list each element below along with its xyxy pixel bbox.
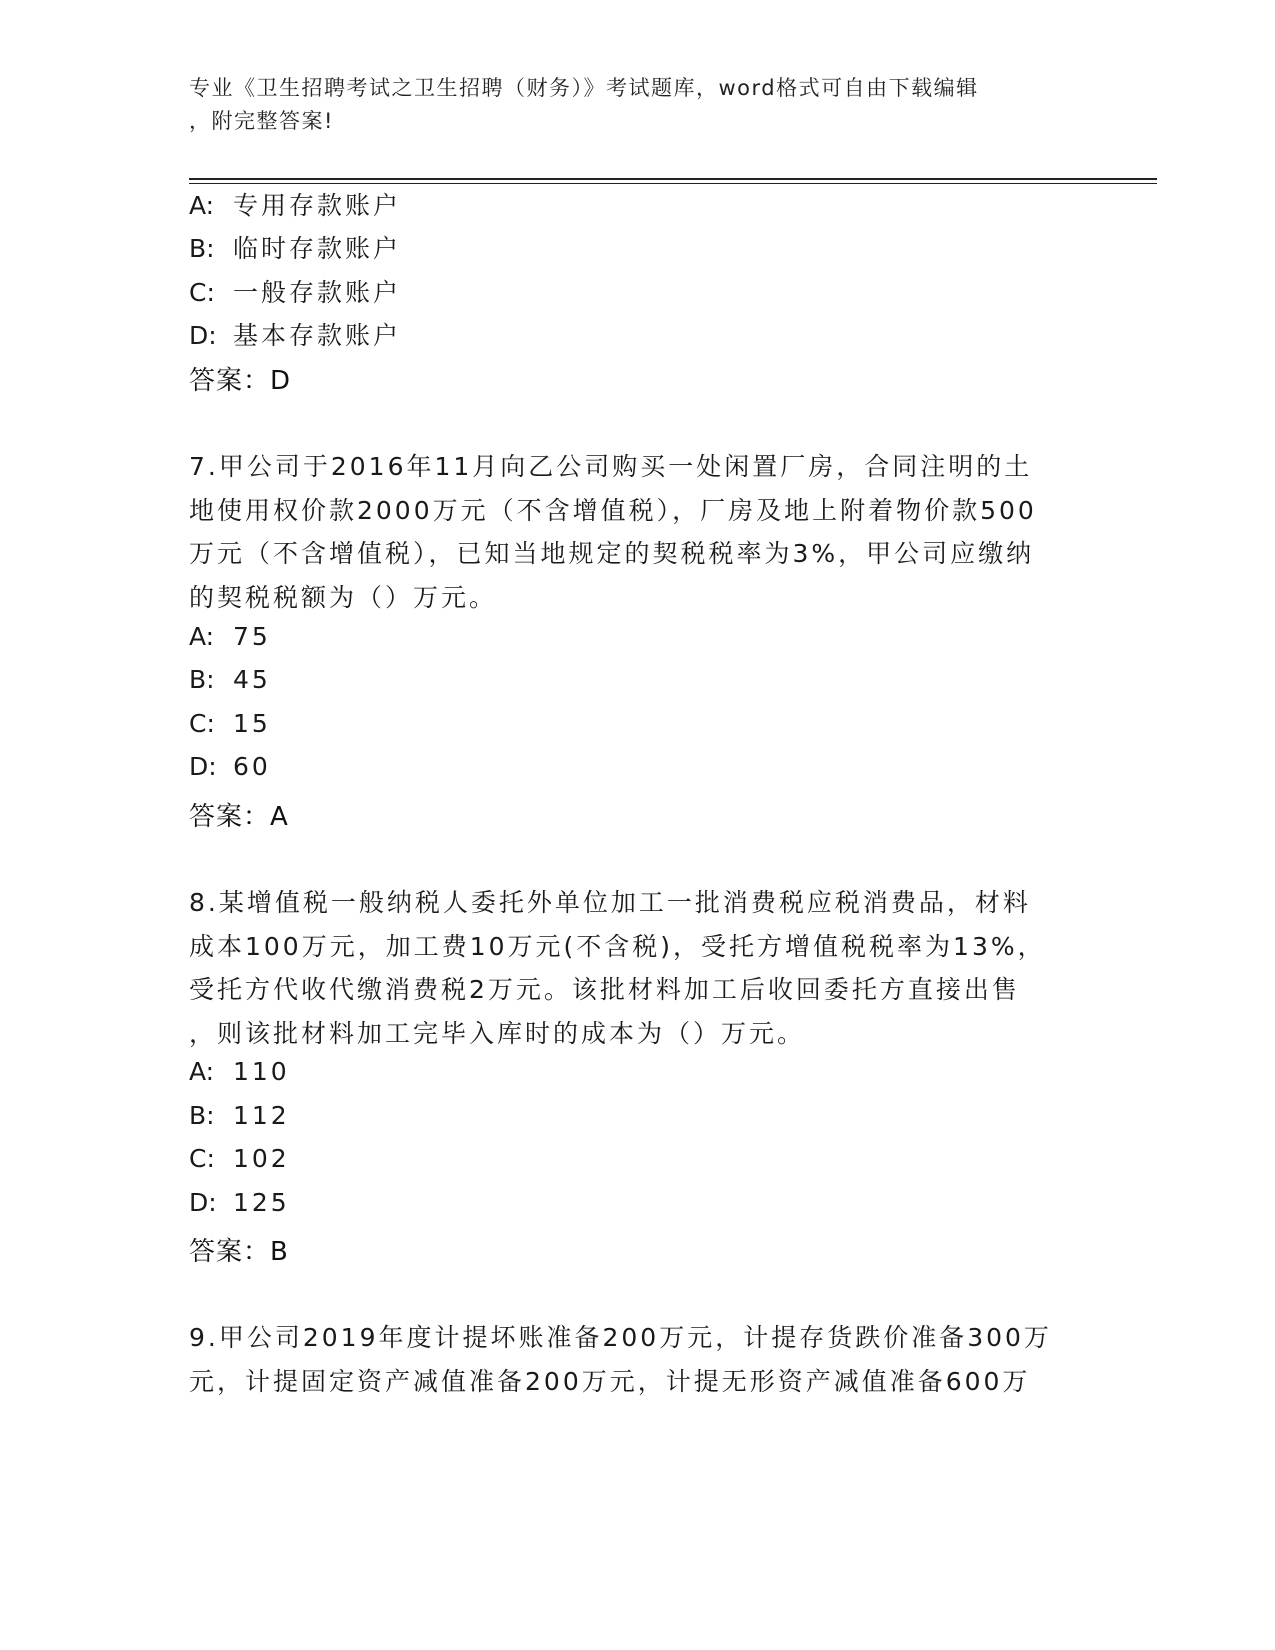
q7-text-line-1: 7.甲公司于2016年11月向乙公司购买一处闲置厂房，合同注明的土 xyxy=(189,452,1033,481)
q8-option-d-text: 125 xyxy=(233,1188,290,1217)
q6-option-d xyxy=(189,316,401,352)
q6-option-d-letter: D: xyxy=(189,321,217,350)
q8-option-c xyxy=(189,1144,290,1173)
q7-option-b-letter: B: xyxy=(189,665,215,694)
q6-option-a-text: 专用存款账户 xyxy=(233,191,402,220)
q7-option-d-text: 60 xyxy=(233,752,271,781)
q8-option-a-text: 110 xyxy=(233,1057,290,1086)
header-divider-thin xyxy=(189,183,1157,184)
q7-option-c-letter: C: xyxy=(189,709,215,738)
q9-text-line-1: 9.甲公司2019年度计提坏账准备200万元，计提存货跌价准备300万 xyxy=(189,1323,1052,1352)
q7-text-line-3: 万元（不含增值税），已知当地规定的契税税率为3%，甲公司应缴纳 xyxy=(189,539,1035,568)
q7-option-d xyxy=(189,752,271,781)
q7-option-d-letter: D: xyxy=(189,752,217,781)
q6-option-a-letter: A: xyxy=(189,191,215,220)
q8-option-b-text: 112 xyxy=(233,1101,290,1130)
q8-text-line-3: 受托方代收代缴消费税2万元。该批材料加工后收回委托方直接出售 xyxy=(189,975,1020,1004)
q6-option-c xyxy=(189,273,401,309)
q8-text-line-4: ，则该批材料加工完毕入库时的成本为（）万元。 xyxy=(189,1019,806,1048)
q8-option-c-text: 102 xyxy=(233,1144,290,1173)
q8-answer: 答案：B xyxy=(189,1237,289,1267)
header-line-2: ，附完整答案! xyxy=(189,109,334,133)
q6-option-b xyxy=(189,229,401,265)
header-line-1: 专业《卫生招聘考试之卫生招聘（财务）》考试题库，word格式可自由下载编辑 xyxy=(189,76,979,100)
document-header xyxy=(189,72,1089,138)
q6-option-b-text: 临时存款账户 xyxy=(233,234,402,263)
q7-option-b xyxy=(189,665,271,694)
q7-option-c xyxy=(189,709,271,738)
q8-text-line-1: 8.某增值税一般纳税人委托外单位加工一批消费税应税消费品，材料 xyxy=(189,888,1031,917)
q8-text-line-2: 成本100万元，加工费10万元(不含税)，受托方增值税税率为13%， xyxy=(189,932,1046,961)
q7-text-line-4: 的契税税额为（）万元。 xyxy=(189,583,498,612)
q6-option-d-text: 基本存款账户 xyxy=(233,321,402,350)
q8-option-d-letter: D: xyxy=(189,1188,217,1217)
q6-answer: 答案：D xyxy=(189,366,292,396)
q7-answer: 答案：A xyxy=(189,802,289,832)
header-divider-thick xyxy=(189,178,1157,180)
q7-option-a-text: 75 xyxy=(233,622,271,651)
q7-text-line-2: 地使用权价款2000万元（不含增值税），厂房及地上附着物价款500 xyxy=(189,496,1037,525)
q8-option-b-letter: B: xyxy=(189,1101,215,1130)
q6-option-b-letter: B: xyxy=(189,234,215,263)
q9-text-line-2: 元，计提固定资产减值准备200万元，计提无形资产减值准备600万 xyxy=(189,1367,1031,1396)
q8-option-d xyxy=(189,1188,290,1217)
q7-option-b-text: 45 xyxy=(233,665,271,694)
q8-option-c-letter: C: xyxy=(189,1144,215,1173)
q6-option-a xyxy=(189,186,401,222)
q7-option-a-letter: A: xyxy=(189,622,215,651)
q6-option-c-letter: C: xyxy=(189,278,215,307)
q7-option-a xyxy=(189,622,271,651)
q6-option-c-text: 一般存款账户 xyxy=(233,278,402,307)
q8-option-b xyxy=(189,1101,290,1130)
q7-option-c-text: 15 xyxy=(233,709,271,738)
q8-option-a-letter: A: xyxy=(189,1057,215,1086)
q8-option-a xyxy=(189,1057,290,1086)
